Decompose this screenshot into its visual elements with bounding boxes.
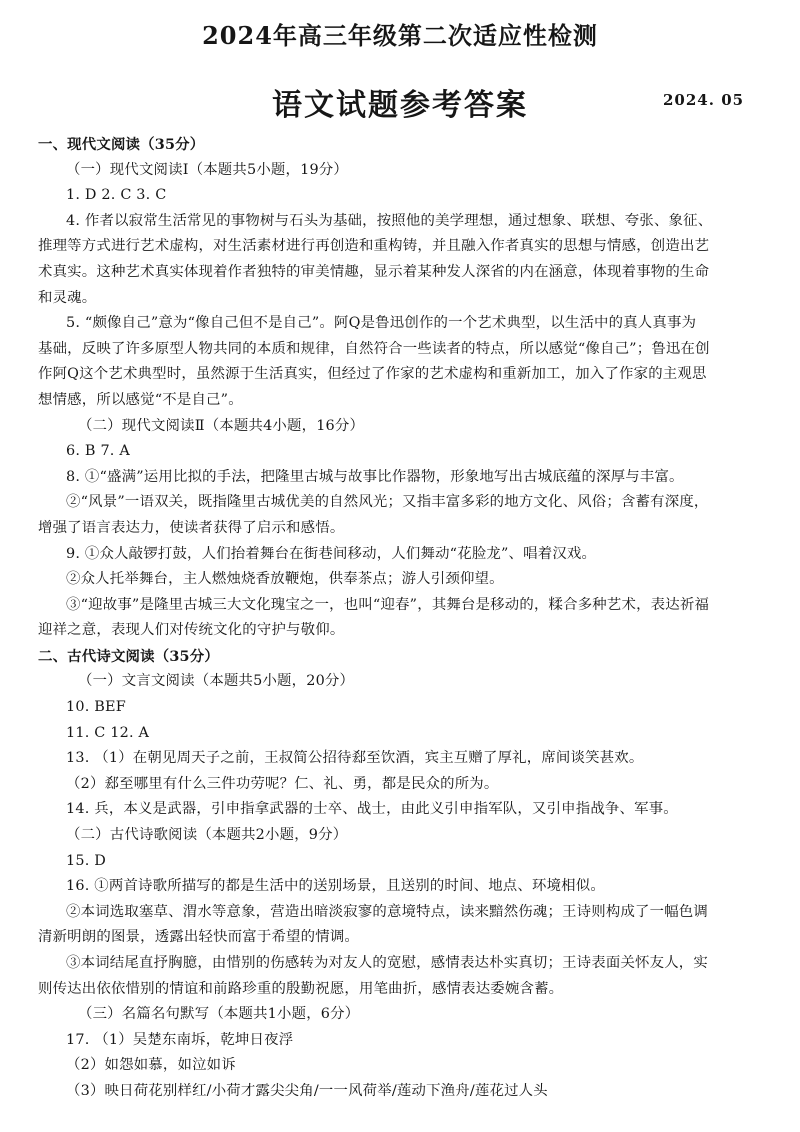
answer-line: （一）现代文阅读Ⅰ（本题共5小题，19分） [66, 161, 348, 178]
answer-line: ②众人托举舞台，主人燃烛烧香放鞭炮，供奉茶点；游人引颈仰望。 [66, 571, 504, 588]
section-heading: 一、现代文阅读（35分） [38, 136, 205, 153]
answer-line: 8. ①“盛满”运用比拟的手法，把隆里古城与故事比作器物，形象地写出古城底蕴的深厚与丰富。 [66, 468, 684, 485]
answer-line: 术真实。这种艺术真实体现着作者独特的审美情趣，显示着某种发人深省的内在涵意，体现着事物的生命 [38, 263, 710, 280]
answer-line: （2）如怨如慕，如泣如诉 [66, 1057, 236, 1074]
answer-line: 推理等方式进行艺术虚构，对生活素材进行再创造和重构铸，并且融入作者真实的思想与情感，创造出艺 [38, 238, 710, 255]
answer-line: 16. ①两首诗歌所描写的都是生活中的送别场景，且送别的时间、地点、环境相似。 [66, 878, 605, 895]
answer-line: 6. B 7. A [66, 443, 130, 460]
answer-content [38, 132, 780, 1105]
answer-line: 作阿Q这个艺术典型时，虽然源于生活真实，但经过了作家的艺术虚构和重新加工，加入了作家的主观思 [38, 366, 707, 383]
answer-line: ③本词结尾直抒胸臆，由惜别的伤感转为对友人的宽慰，感情表达朴实真切；王诗表面关怀友人，实 [66, 955, 708, 971]
answer-line: 迎祥之意，表现人们对传统文化的守护与敬仰。 [38, 622, 345, 639]
exam-date: 2024. 05 [663, 91, 745, 109]
answer-line: ②“风景”一语双关，既指隆里古城优美的自然风光；又指丰富多彩的地方文化、风俗；含蓄有深度， [66, 494, 709, 511]
answer-line: 4. 作者以寂常生活常见的事物树与石头为基础，按照他的美学理想，通过想象、联想、夸张、象征、 [66, 212, 713, 229]
answer-line: 和灵魂。 [38, 289, 97, 306]
answer-line: 想情感，所以感觉“不是自己”。 [38, 391, 243, 408]
answer-line: （三）名篇名句默写（本题共1小题，6分） [78, 1006, 360, 1023]
answer-line: 增强了语言表达力，使读者获得了启示和感悟。 [38, 519, 345, 536]
document-title: 语文试题参考答案 [272, 88, 528, 123]
answer-line: ③“迎故事”是隆里古城三大文化瑰宝之一，也叫“迎春”，其舞台是移动的，糅合多种艺术，表达祈福 [66, 596, 710, 613]
answer-line: 则传达出依依惜别的情谊和前路珍重的殷勤祝愿，用笔曲折，感情表达委婉含蓄。 [38, 980, 564, 997]
answer-line: （3）映日荷花别样红/小荷才露尖尖角/一一风荷举/莲动下渔舟/莲花过人头 [66, 1082, 548, 1099]
answer-line: （一）文言文阅读（本题共5小题，20分） [78, 673, 355, 690]
answer-line: （二）古代诗歌阅读（本题共2小题，9分） [66, 827, 348, 844]
answer-line: ②本词选取塞草、渭水等意象，营造出暗淡寂寥的意境特点，读来黯然伤魂；王诗则构成了一幅色调 [66, 903, 708, 920]
answer-line: 13. （1）在朝见周天子之前，王叔简公招待郄至饮酒，宾主互赠了厚礼，席间谈笑甚欢。 [66, 750, 644, 767]
answer-line: 9. ①众人敲锣打鼓，人们抬着舞台在街巷间移动，人们舞动“花脸龙”、唱着汉戏。 [66, 545, 597, 562]
exam-title: 2024年高三年级第二次适应性检测 [202, 21, 598, 50]
answer-line: 基础，反映了许多原型人物共同的本质和规律，自然符合一些读者的特点，所以感觉“像自己”；鲁迅在创 [38, 340, 710, 357]
answer-line: （2）郄至哪里有什么三件功劳呢？仁、礼、勇，都是民众的所为。 [66, 775, 499, 792]
answer-line: 10. BEF [66, 699, 126, 716]
section-heading: 二、古代诗文阅读（35分） [38, 647, 219, 665]
answer-line: 清新明朗的图景，透露出轻快而富于希望的情调。 [38, 929, 359, 946]
answer-line: （二）现代文阅读Ⅱ（本题共4小题，16分） [78, 417, 365, 434]
answer-line: 5. “颇像自己”意为“像自己但不是自己”。阿Q是鲁迅创作的一个艺术典型，以生活中的真人真事为 [66, 315, 697, 332]
answer-line: 11. C 12. A [66, 724, 150, 741]
answer-line: 1. D 2. C 3. C [66, 187, 167, 204]
answer-line: 14. 兵，本义是武器，引申指拿武器的士卒、战士，由此义引申指军队，又引申指战争、军事。 [66, 801, 678, 818]
answer-line: 15. D [66, 852, 106, 869]
answer-line: 17. （1）吴楚东南坼，乾坤日夜浮 [66, 1031, 294, 1048]
